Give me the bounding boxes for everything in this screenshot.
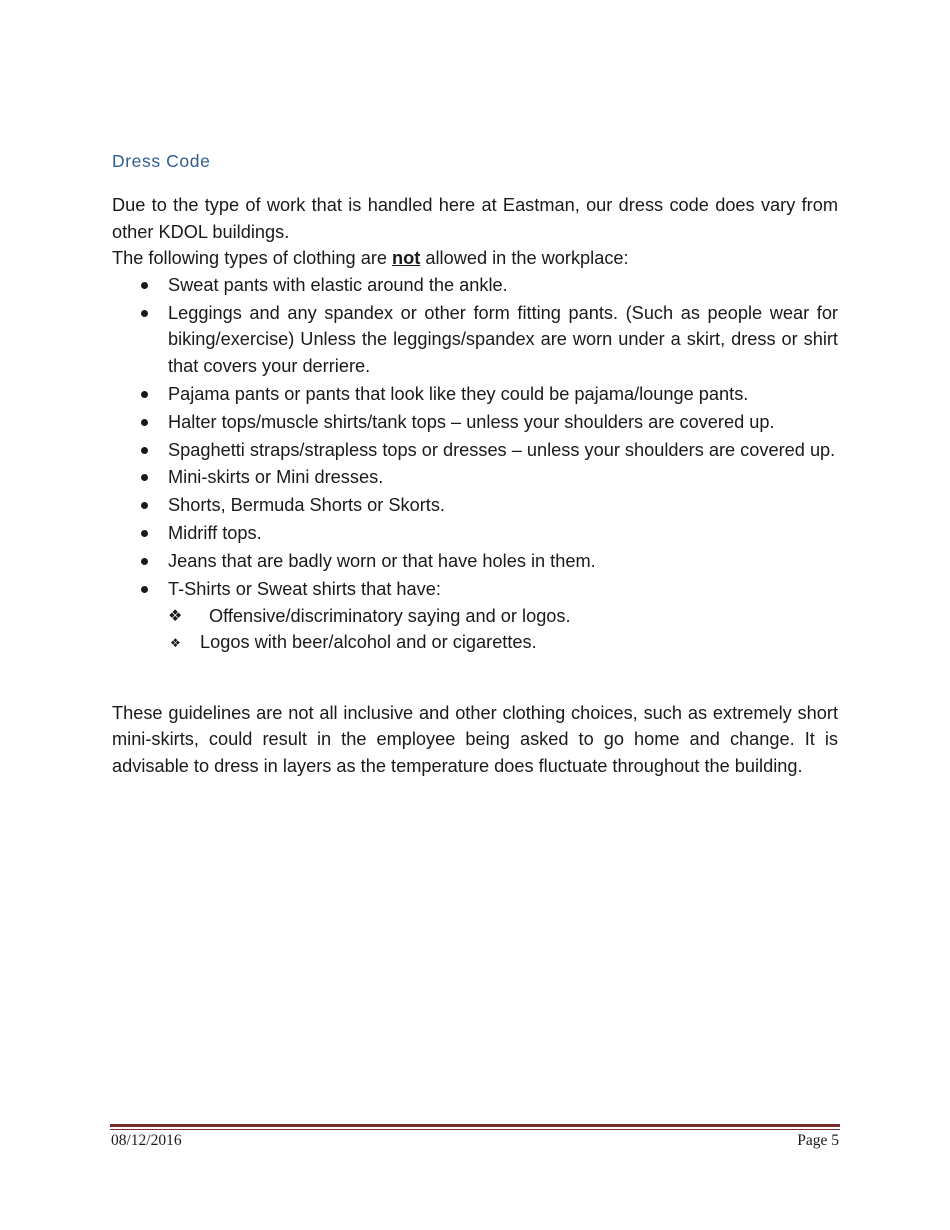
list-item [112,300,838,380]
list-item [112,492,838,519]
lead-after: allowed in the workplace: [420,248,629,269]
bullet-icon [141,558,148,565]
list-item [112,409,838,436]
list-item [112,437,838,464]
bullet-icon [141,310,148,317]
list-item-text: T-Shirts or Sweat shirts that have: [168,578,441,599]
list-item [112,548,838,575]
section-heading: Dress Code [112,151,211,171]
list-item [112,272,838,299]
list-item-text: Shorts, Bermuda Shorts or Skorts. [168,495,445,516]
list-item [112,381,838,408]
bullet-icon [141,586,148,593]
clothing-list [112,272,838,656]
list-item [112,576,838,656]
list-item-text: Spaghetti straps/strapless tops or dresses – unless your shoulders are covered up. [168,439,836,460]
list-item-text: Halter tops/muscle shirts/tank tops – unless your shoulders are covered up. [168,411,775,432]
footer-date: 08/12/2016 [111,1132,182,1149]
bullet-icon [141,391,148,398]
bullet-icon [141,474,148,481]
bullet-icon [141,282,148,289]
list-item-text: Sweat pants with elastic around the ankle. [168,274,508,295]
sub-list-item [112,629,838,656]
list-item-text: Mini-skirts or Mini dresses. [168,467,384,488]
list-item [112,520,838,547]
footer-rule-thin [110,1129,840,1130]
list-item-text: Midriff tops. [168,523,262,544]
list-item-text: Pajama pants or pants that look like they could be pajama/lounge pants. [168,383,749,404]
list-item-text: Jeans that are badly worn or that have holes in them. [168,551,596,572]
diamond-bullet-icon: ❖ [170,636,181,651]
sub-list-item-text: Logos with beer/alcohol and or cigarettes. [200,632,537,653]
page-content [112,148,838,780]
lead-before: The following types of clothing are [112,248,393,269]
bullet-icon [141,419,148,426]
list-item-text: Leggings and any spandex or other form fitting pants. (Such as people wear for biking/exercise) Unless the leggings/spandex are worn under a skirt, dress or shirt that covers your derriere. [168,302,838,376]
sub-list-item-text: Offensive/discriminatory saying and or logos. [209,605,571,626]
bullet-icon [141,502,148,509]
bullet-icon [141,530,148,537]
lead-sentence [112,245,838,272]
sub-list-item [112,603,838,630]
list-item [112,464,838,491]
sub-list [168,603,838,656]
lead-emphasis: not [392,248,421,269]
diamond-bullet-icon: ❖ [168,605,183,625]
page-number: Page 5 [797,1132,839,1149]
intro-paragraph: Due to the type of work that is handled here at Eastman, our dress code does vary from other KDOL buildings. [112,195,838,242]
closing-paragraph: These guidelines are not all inclusive and other clothing choices, such as extremely short mini-skirts, could result in the employee being asked to go home and change. It is advisable to dress in layers as the temperature does fluctuate throughout the building. [112,702,838,776]
footer-rule [110,1124,840,1127]
bullet-icon [141,447,148,454]
